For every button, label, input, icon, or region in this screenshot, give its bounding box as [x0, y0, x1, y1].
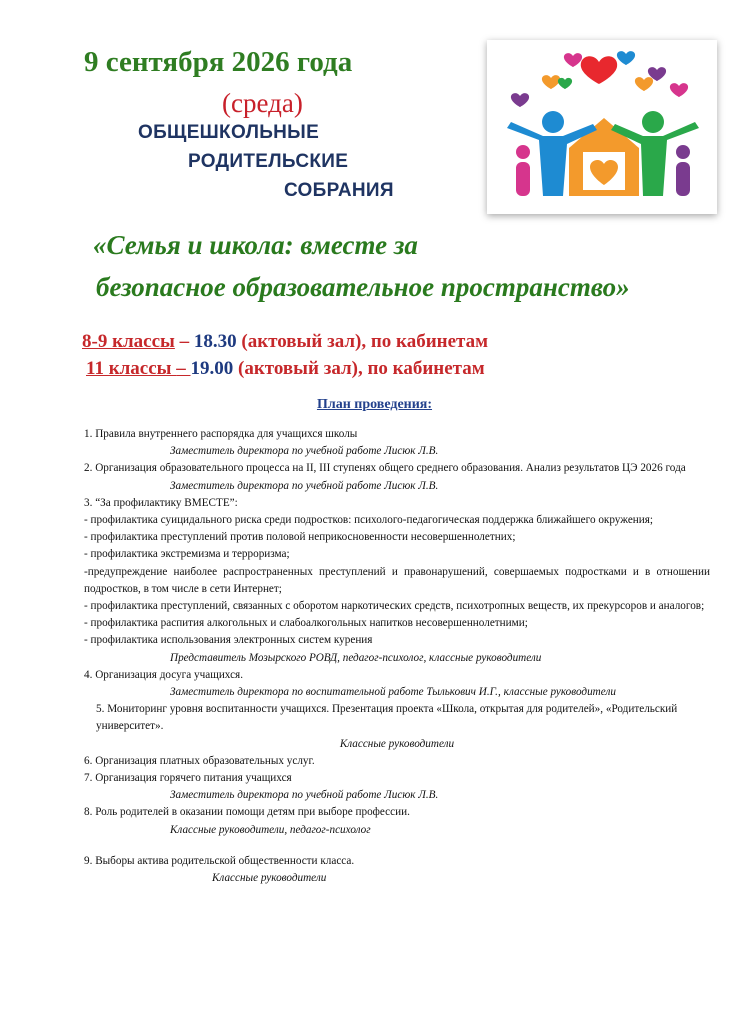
plan-item-9-responsible: Классные руководители: [212, 872, 327, 885]
plan-item-3: 3. “За профилактику ВМЕСТЕ”:: [84, 496, 238, 509]
spacer: [84, 839, 710, 853]
family-school-house-logo: [487, 40, 717, 214]
child-figure-left-icon: [516, 145, 530, 196]
plan-item-2-responsible: Заместитель директора по учебной работе Лисюк Л.В.: [170, 479, 439, 492]
plan-item-1-responsible: Заместитель директора по учебной работе Лисюк Л.В.: [170, 445, 439, 458]
schedule-separator: –: [174, 331, 194, 352]
plan-item-3-subitem: - профилактика преступлений, связанных с оборотом наркотических средств, психотропных веществ, их прекурсоров и аналогов;: [84, 600, 705, 613]
plan-item-3-subitem: -предупреждение наиболее распространенных преступлений и правонарушений, совершаемых подростками и в отношении подростков, в том числе в сети Интернет;: [84, 565, 710, 595]
meeting-theme-line-1: «Семья и школа: вместе за: [93, 230, 418, 260]
schedule-separator: –: [176, 358, 191, 379]
plan-item-4: 4. Организация досуга учащихся.: [84, 668, 243, 681]
schedule-grades: 8-9 классы: [82, 331, 175, 352]
plan-item-8: 8. Роль родителей в оказании помощи детям при выборе профессии.: [84, 806, 410, 819]
plan-item-3-subitem: - профилактика экстремизма и терроризма;: [84, 548, 290, 561]
plan-item-7-responsible: Заместитель директора по учебной работе Лисюк Л.В.: [170, 789, 439, 802]
meeting-weekday: (среда): [222, 88, 303, 118]
plan-item-6: 6. Организация платных образовательных услуг.: [84, 754, 315, 767]
plan-item-8-responsible: Классные руководители, педагог-психолог: [170, 823, 371, 836]
plan-item-1: 1. Правила внутреннего распорядка для учащихся школы: [84, 428, 358, 440]
heading-line-2: РОДИТЕЛЬСКИЕ: [188, 151, 349, 172]
plan-item-3-responsible: Представитель Мозырского РОВД, педагог-психолог, классные руководители: [170, 651, 542, 664]
plan-item-5: 5. Мониторинг уровня воспитанности учащихся. Презентация проекта «Школа, открытая для родителей», «Родительский университет».: [96, 703, 678, 733]
plan-item-3-subitem: - профилактика суицидального риска среди подростков: психолого-педагогическая поддержка ближайшего окружения;: [84, 514, 654, 527]
plan-list: [84, 426, 710, 887]
child-figure-right-icon: [676, 145, 690, 196]
heading-line-1: ОБЩЕШКОЛЬНЫЕ: [138, 122, 320, 143]
schedule-time: 19.00: [190, 358, 234, 379]
schedule-line-2: [86, 358, 485, 380]
heading-line-3: СОБРАНИЯ: [284, 180, 394, 201]
plan-item-7: 7. Организация горячего питания учащихся: [84, 772, 292, 785]
plan-item-3-subitem: - профилактика преступлений против половой неприкосновенности несовершеннолетних;: [84, 531, 516, 544]
schedule-place: (актовый зал), по кабинетам: [233, 358, 485, 379]
schedule-grades: 11 классы: [86, 358, 177, 379]
schedule-time: 18.30: [193, 331, 237, 352]
schedule-place: (актовый зал), по кабинетам: [236, 331, 489, 352]
plan-item-9: 9. Выборы актива родительской общественности класса.: [84, 854, 355, 867]
plan-item-4-responsible: Заместитель директора по воспитательной работе Тылькович И.Г., классные руководители: [170, 686, 616, 699]
plan-item-3-subitem: - профилактика использования электронных систем курения: [84, 634, 373, 647]
plan-item-5-responsible: Классные руководители: [339, 737, 455, 750]
plan-item-2: 2. Организация образовательного процесса на II, III ступенях общего среднего образования. Анализ результатов ЦЭ 2026 года: [84, 462, 686, 475]
logo-graphic: [487, 40, 717, 214]
hearts-decoration: [511, 51, 688, 107]
meeting-theme-line-2: безопасное образовательное пространство»: [96, 272, 630, 302]
meeting-date: 9 сентября 2026 года: [84, 46, 353, 78]
schedule-line-1: [82, 331, 488, 353]
plan-item-3-subitem: - профилактика распития алкогольных и слабоалкогольных напитков несовершеннолетними;: [84, 617, 528, 630]
plan-title: План проведения:: [316, 397, 433, 412]
